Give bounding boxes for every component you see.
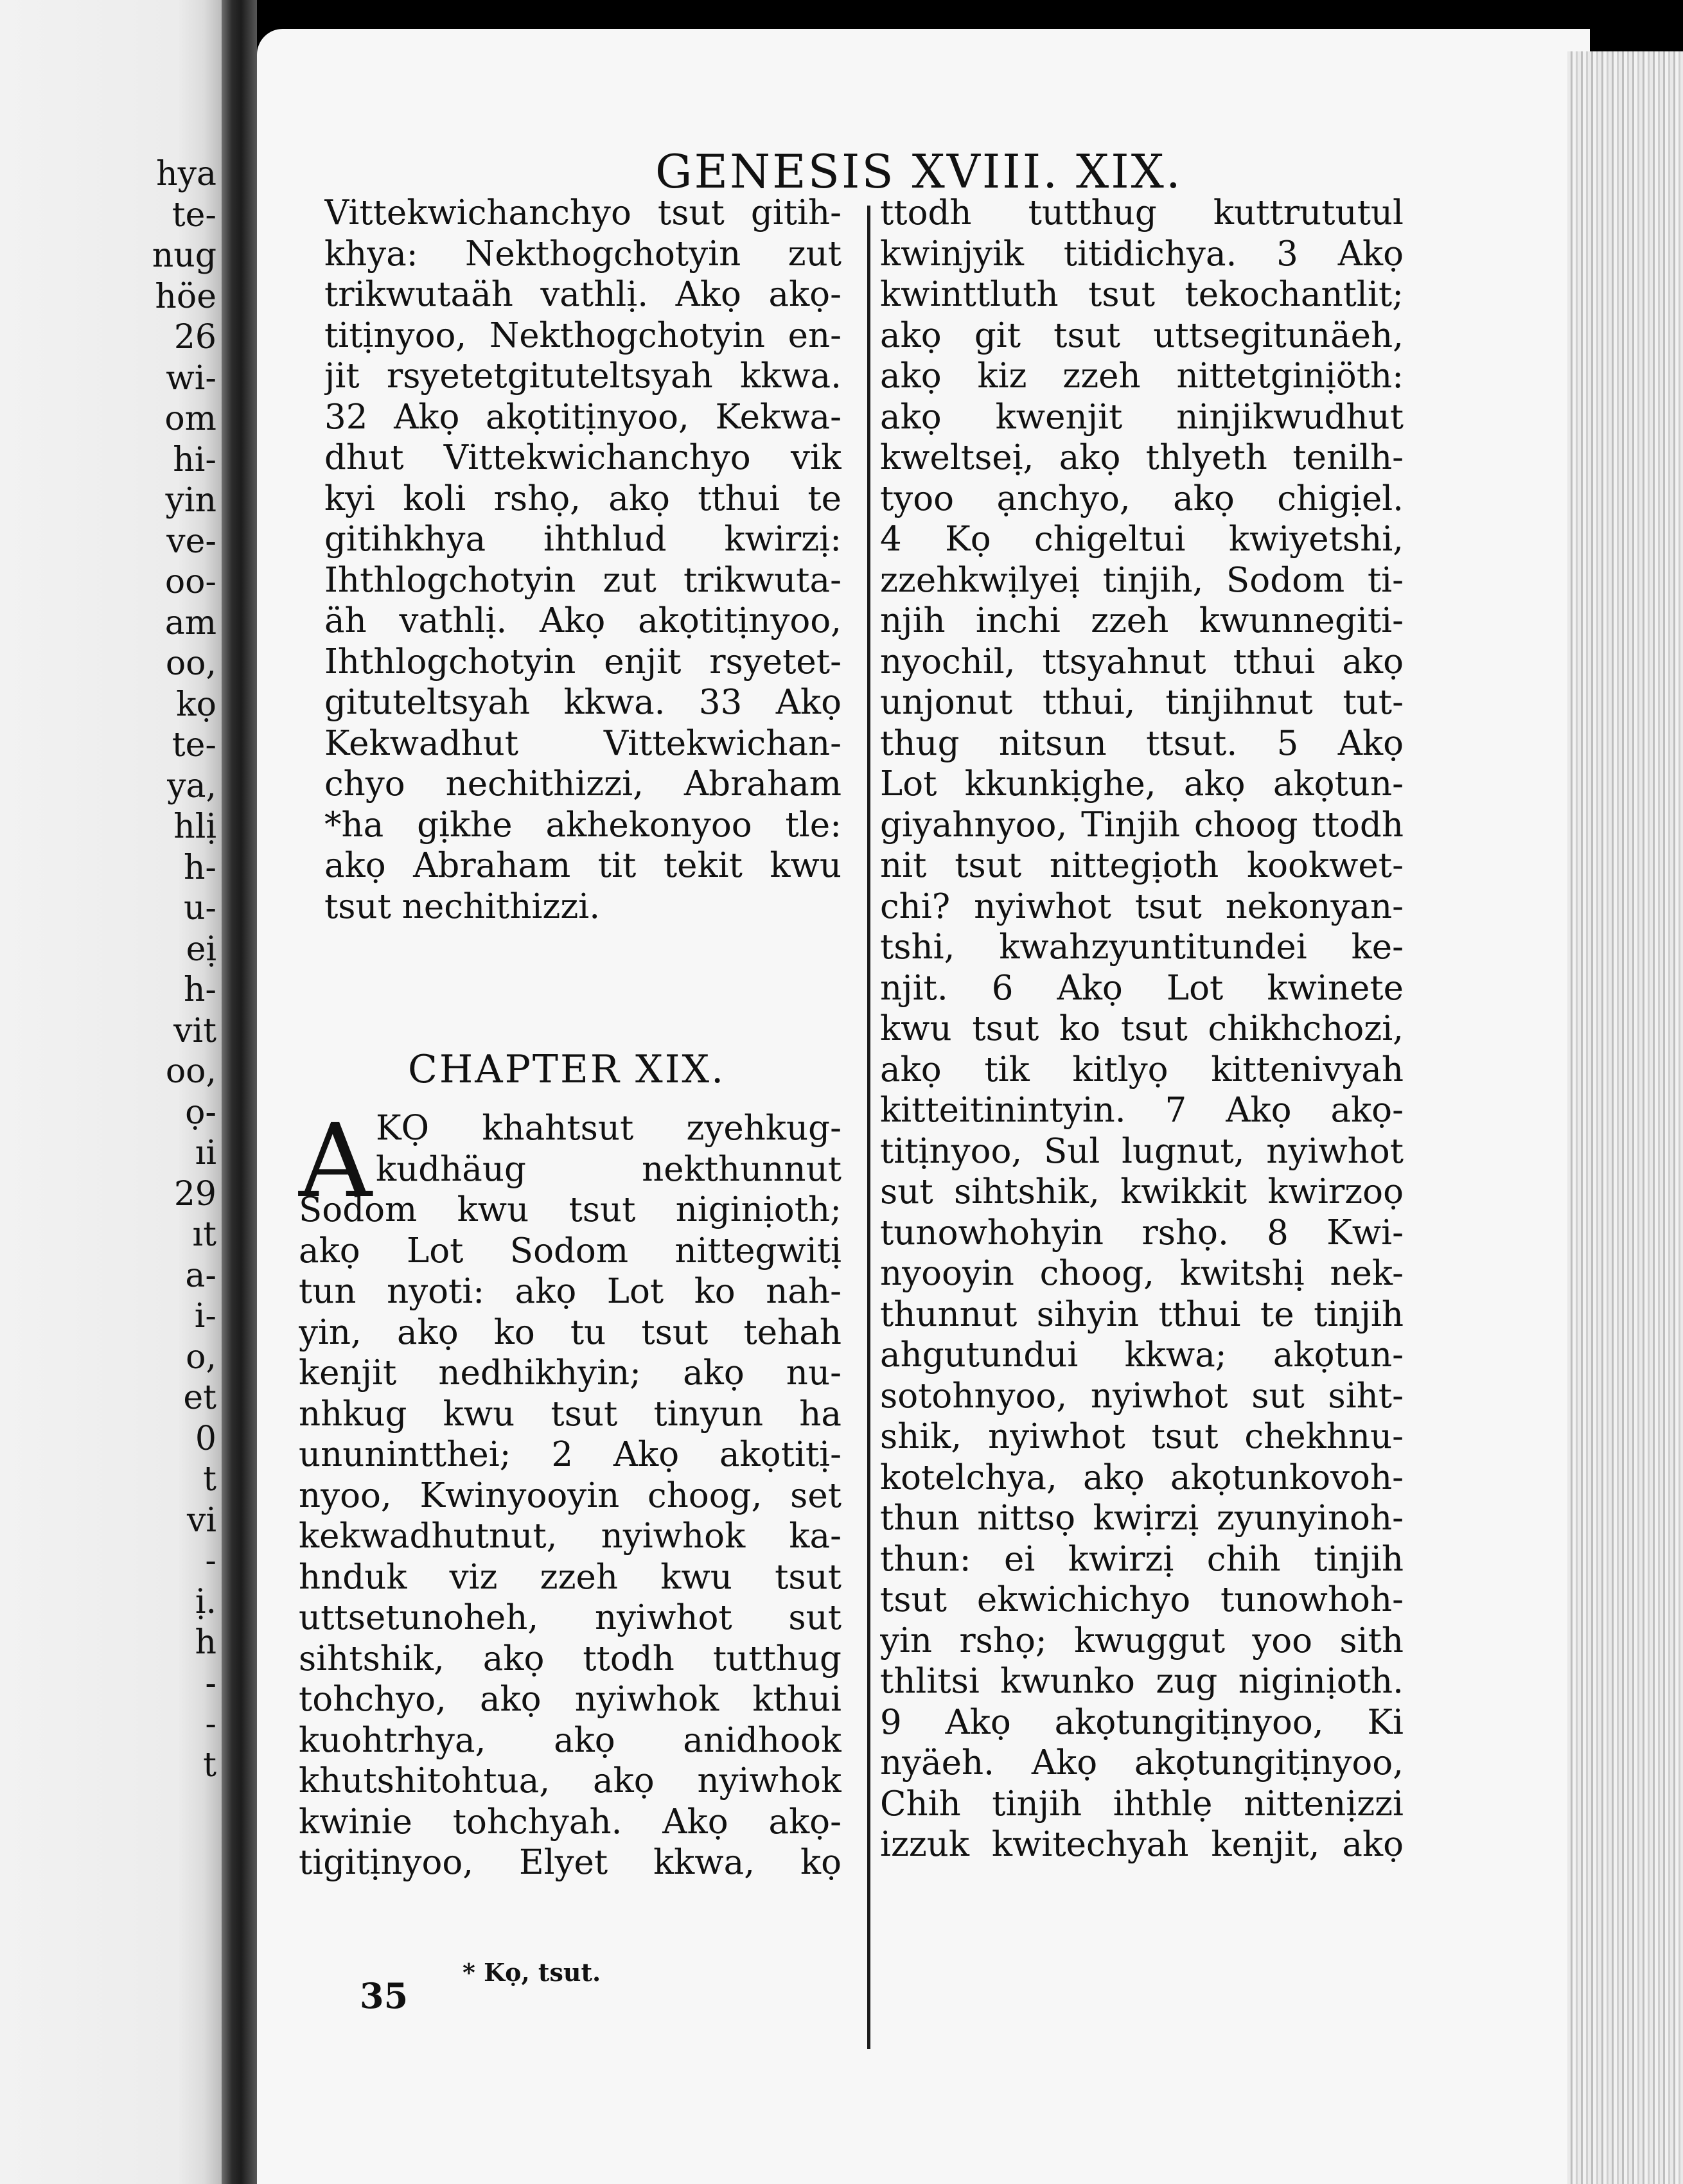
left-page-fragment: u-	[183, 889, 216, 928]
left-page-fragment: h-	[183, 971, 216, 1009]
page-stack-edge	[1567, 51, 1683, 2184]
chapter-line: kekwadhutnut, nyiwhok ka-	[299, 1517, 842, 1556]
text-line: giyahnyoo, Tinjih choog ttodh	[880, 805, 1404, 845]
left-page-fragment: nug	[152, 236, 216, 275]
left-page-fragment: am	[164, 603, 216, 642]
left-page-fragment: h-	[183, 848, 216, 887]
left-page-fragment: vit	[173, 1011, 216, 1050]
text-line: gitihkhya ihthlud kwirzị:	[324, 520, 842, 559]
left-page-fragment: kọ	[176, 685, 216, 724]
text-line: thlitsi kwunko zug niginịoth.	[880, 1662, 1404, 1701]
text-line: ahgutundui kkwa; akọtun-	[880, 1335, 1404, 1375]
text-line: tyoo ạnchyo, akọ chigịel.	[880, 479, 1404, 518]
text-line: Ihthlogchotyin enjit rsyetet-	[324, 642, 842, 682]
chapter-text	[299, 1102, 842, 1883]
left-page-fragment: ıt	[192, 1215, 216, 1254]
text-line: yin rshọ; kwuggut yoo sith	[880, 1621, 1404, 1660]
text-line: zzehkwịlyeị tinjih, Sodom ti-	[880, 560, 1404, 600]
left-column-top	[324, 193, 842, 927]
text-line: nyooyin choog, kwitshị nek-	[880, 1254, 1404, 1293]
chapter-line: nhkug kwu tsut tinyun ha	[299, 1394, 842, 1434]
text-line: tshi, kwahzyuntitundei ke-	[880, 928, 1404, 967]
text-line: tunowhohyin rshọ. 8 Kwi-	[880, 1213, 1404, 1253]
text-line: nyochil, ttsyahnut tthui akọ	[880, 642, 1404, 682]
left-page-fragment: hi-	[173, 440, 216, 479]
text-line: Kekwadhut Vittekwichan-	[324, 723, 842, 763]
text-line: 9 Akọ akọtungitịnyoo, Ki	[880, 1702, 1404, 1742]
text-line: khya: Nekthogchotyin zut	[324, 234, 842, 274]
text-line: 32 Akọ akọtitịnyoo, Kekwa-	[324, 397, 842, 437]
left-page-fragment: -	[205, 1705, 216, 1743]
text-line: äh vathlị. Akọ akọtitịnyoo,	[324, 601, 842, 640]
text-line: akọ tik kitlyọ kittenivyah	[880, 1050, 1404, 1089]
text-line: Lot kkunkịghe, akọ akọtun-	[880, 764, 1404, 804]
right-column	[880, 193, 1404, 1865]
left-page-fragment: t	[203, 1460, 216, 1499]
chapter-line: khutshitohtua, akọ nyiwhok	[299, 1761, 842, 1801]
left-page-fragment: et	[183, 1378, 216, 1417]
text-line: kweltseị, akọ thlyeth tenilh-	[880, 438, 1404, 477]
chapter-heading: CHAPTER XIX.	[408, 1047, 726, 1092]
left-page-fragment: 26	[173, 318, 216, 357]
left-page-fragment: hlị	[173, 807, 216, 846]
left-page-fragment: ıi	[195, 1134, 216, 1172]
left-page-fragment: wi-	[166, 358, 216, 398]
drop-cap: A	[299, 1102, 373, 1220]
text-line: izzuk kwitechyah kenjit, akọ	[880, 1825, 1404, 1864]
text-line: *ha gịkhe akhekonyoo tle:	[324, 805, 842, 845]
left-page-fragment: h	[195, 1623, 216, 1662]
text-line: thun nittsọ kwịrzị zyunyinoh-	[880, 1499, 1404, 1538]
text-line: Vittekwichanchyo tsut gitih-	[324, 193, 842, 233]
left-page-fragment: -	[205, 1542, 216, 1580]
text-line: Ihthlogchotyin zut trikwuta-	[324, 560, 842, 600]
text-line: kyi koli rshọ, akọ tthui te	[324, 479, 842, 518]
text-line: thunnut sihyin tthui te tinjih	[880, 1294, 1404, 1334]
text-line: nit tsut nittegịoth kookwet-	[880, 846, 1404, 885]
text-line: kwu tsut ko tsut chikhchozi,	[880, 1009, 1404, 1048]
text-line: thun: ei kwirzị chih tinjih	[880, 1539, 1404, 1579]
running-head: GENESIS XVIII. XIX.	[655, 145, 1183, 198]
text-line: tsut nechithizzi.	[324, 886, 601, 926]
chapter-line: ununintthei; 2 Akọ akọtitị-	[299, 1435, 842, 1474]
chapter-line: sihtshik, akọ ttodh tutthug	[299, 1639, 842, 1678]
text-line: tsut ekwichichyo tunowhoh-	[880, 1580, 1404, 1619]
chapter-line: kuohtrhya, akọ anidhook	[299, 1720, 842, 1760]
left-page-fragment: a-	[185, 1256, 216, 1295]
text-line: kwinttluth tsut tekochantlit;	[880, 275, 1404, 314]
left-page-fragment: eị	[186, 929, 216, 969]
left-page-fragment: o,	[186, 1337, 216, 1377]
left-page-edge	[0, 0, 222, 2184]
left-page-fragment: ve-	[166, 522, 216, 561]
left-page-fragment: -	[205, 1664, 216, 1703]
text-line: njit. 6 Akọ Lot kwinete	[880, 968, 1404, 1008]
left-page-fragment: te-	[172, 726, 216, 764]
left-page-fragment: 29	[173, 1174, 216, 1213]
chapter-line: tigitịnyoo, Elyet kkwa, kọ	[299, 1843, 842, 1882]
left-page-fragment: höe	[155, 277, 216, 316]
text-line: akọ kiz zzeh nittetginịöth:	[880, 357, 1404, 396]
chapter-line: kwinie tohchyah. Akọ akọ-	[299, 1802, 842, 1842]
left-page-fragment: om	[164, 400, 216, 438]
left-page-fragment: yin	[165, 481, 216, 520]
left-page-fragment: ọ-	[185, 1093, 216, 1132]
text-line: titịnyoo, Sul lugnut, nyiwhot	[880, 1131, 1404, 1171]
chapter-line: Sodom kwu tsut niginịoth;	[299, 1190, 842, 1229]
text-line: kitteitinintyin. 7 Akọ akọ-	[880, 1091, 1404, 1130]
left-page-fragment: t	[203, 1745, 216, 1784]
text-line: chi? nyiwhot tsut nekonyan-	[880, 886, 1404, 926]
text-line: trikwutaäh vathlị. Akọ akọ-	[324, 275, 842, 314]
chapter-line: KỌ khahtsut zyehkug-	[376, 1109, 842, 1148]
text-line: ttodh tutthug kuttrututul	[880, 193, 1404, 233]
chapter-line: kudhäug nekthunnut	[376, 1149, 842, 1189]
text-line: jit rsyetetgituteltsyah kkwa.	[324, 357, 842, 396]
chapter-line: yin, akọ ko tu tsut tehah	[299, 1312, 842, 1352]
page-number: 35	[360, 1975, 409, 2016]
text-line: 4 Kọ chigeltui kwiyetshi,	[880, 520, 1404, 559]
left-page-fragment: hya	[156, 155, 216, 193]
chapter-line: tun nyoti: akọ Lot ko nah-	[299, 1272, 842, 1311]
left-page-fragment: ya,	[167, 766, 216, 806]
left-page-fragment: 0	[195, 1419, 216, 1458]
text-line: titịnyoo, Nekthogchotyin en-	[324, 315, 842, 355]
left-page-fragment: i-	[194, 1297, 216, 1335]
left-page-fragment: vi	[186, 1501, 216, 1540]
chapter-line: nyoo, Kwinyooyin choog, set	[299, 1475, 842, 1515]
text-line: dhut Vittekwichanchyo vik	[324, 438, 842, 477]
left-page-fragment: oo,	[165, 644, 216, 683]
text-line: akọ kwenjit ninjikwudhut	[880, 397, 1404, 437]
text-line: gituteltsyah kkwa. 33 Akọ	[324, 683, 842, 722]
footnote: * Kọ, tsut.	[463, 1958, 601, 1987]
text-line: kotelchya, akọ akọtunkovoh-	[880, 1457, 1404, 1497]
book-gutter	[222, 0, 257, 2184]
chapter-line: uttsetunoheh, nyiwhot sut	[299, 1598, 842, 1637]
text-line: Chih tinjih ihthlẹ nittenịzzi	[880, 1784, 1404, 1824]
text-line: sut sihtshik, kwikkit kwirzoọ	[880, 1172, 1404, 1211]
chapter-line: tohchyo, akọ nyiwhok kthui	[299, 1680, 842, 1719]
text-line: chyo nechithizzi, Abraham	[324, 764, 842, 804]
column-rule	[867, 206, 870, 2049]
text-line: thug nitsun ttsut. 5 Akọ	[880, 723, 1404, 763]
left-page-fragment: ị.	[195, 1582, 216, 1621]
chapter-line: hnduk viz zzeh kwu tsut	[299, 1557, 842, 1597]
text-line: sotohnyoo, nyiwhot sut siht-	[880, 1376, 1404, 1416]
text-line: nyäeh. Akọ akọtungitịnyoo,	[880, 1743, 1404, 1783]
chapter-line: kenjit nedhikhyin; akọ nu-	[299, 1353, 842, 1393]
text-line: kwinjyik titidichya. 3 Akọ	[880, 234, 1404, 274]
left-page-fragment: oo,	[165, 1052, 216, 1091]
text-line: shik, nyiwhot tsut chekhnu-	[880, 1417, 1404, 1456]
text-line: akọ git tsut uttsegitunäeh,	[880, 315, 1404, 355]
chapter-line: akọ Lot Sodom nittegwitị	[299, 1231, 842, 1271]
text-line: njih inchi zzeh kwunnegiti-	[880, 601, 1404, 640]
left-page-fragment: te-	[172, 195, 216, 234]
text-line: unjonut tthui, tinjihnut tut-	[880, 683, 1404, 722]
text-line: akọ Abraham tit tekit kwu	[324, 846, 842, 885]
left-page-fragment: oo-	[164, 563, 216, 601]
